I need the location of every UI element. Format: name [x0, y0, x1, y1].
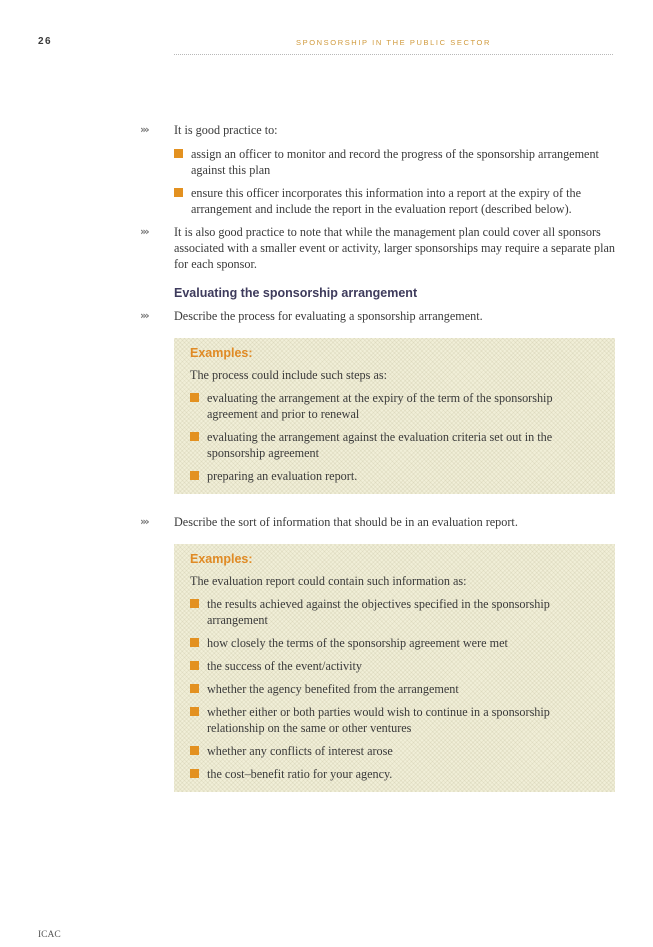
- square-bullet-icon: [190, 599, 199, 608]
- chevron-bullet-icon: ›››: [140, 309, 148, 322]
- examples-title: Examples:: [190, 552, 253, 566]
- list-item: the results achieved against the objectives specified in the sponsorship arrangement: [190, 596, 603, 628]
- evaluation-process-paragraph: ››› Describe the process for evaluating a sponsorship arrangement.: [140, 309, 483, 323]
- square-bullet-icon: [190, 471, 199, 480]
- examples-box-report: [174, 544, 615, 792]
- square-bullet-icon: [190, 769, 199, 778]
- management-plan-paragraph: ››› It is also good practice to note that while the management plan could cover all sponsors associated with a smaller event or activity, larger sponsorships may require a separate plan for each sponsor.: [140, 225, 615, 271]
- evaluation-report-paragraph: ››› Describe the sort of information that should be in an evaluation report.: [140, 515, 518, 529]
- section-heading: Evaluating the sponsorship arrangement: [174, 286, 418, 300]
- page-number: 26: [38, 36, 53, 47]
- square-bullet-icon: [190, 638, 199, 647]
- list-item: how closely the terms of the sponsorship agreement were met: [190, 635, 603, 651]
- square-bullet-icon: [190, 661, 199, 670]
- page-content: [140, 122, 615, 812]
- list-item: preparing an evaluation report.: [190, 468, 603, 484]
- list-item: the cost–benefit ratio for your agency.: [190, 766, 603, 782]
- examples-box-process: [174, 338, 615, 494]
- examples-intro: The process could include such steps as:: [190, 368, 387, 382]
- examples-title: Examples:: [190, 346, 253, 360]
- examples-intro: The evaluation report could contain such information as:: [190, 574, 467, 588]
- list-item: the success of the event/activity: [190, 658, 603, 674]
- intro-list: [174, 146, 615, 217]
- running-head: SPONSORSHIP IN THE PUBLIC SECTOR: [296, 38, 491, 47]
- list-item: evaluating the arrangement against the evaluation criteria set out in the sponsorship agreement: [190, 429, 603, 461]
- list-item: evaluating the arrangement at the expiry of the term of the sponsorship agreement and prior to renewal: [190, 390, 603, 422]
- chevron-bullet-icon: ›››: [140, 515, 148, 528]
- square-bullet-icon: [190, 432, 199, 441]
- list-item: whether the agency benefited from the arrangement: [190, 681, 603, 697]
- chevron-bullet-icon: ›››: [140, 123, 148, 136]
- header-rule: [174, 54, 613, 55]
- intro-lead: It is good practice to:: [174, 123, 278, 137]
- list-item: ensure this officer incorporates this information into a report at the expiry of the arrangement and include the report in the evaluation report (described below).: [174, 185, 615, 217]
- square-bullet-icon: [174, 188, 183, 197]
- square-bullet-icon: [190, 393, 199, 402]
- footer-publisher: ICAC: [38, 930, 61, 940]
- intro-paragraph: [140, 122, 615, 138]
- square-bullet-icon: [190, 746, 199, 755]
- list-item: whether any conflicts of interest arose: [190, 743, 603, 759]
- square-bullet-icon: [190, 707, 199, 716]
- square-bullet-icon: [190, 684, 199, 693]
- list-item: assign an officer to monitor and record the progress of the sponsorship arrangement against this plan: [174, 146, 615, 178]
- square-bullet-icon: [174, 149, 183, 158]
- list-item: whether either or both parties would wish to continue in a sponsorship relationship on the same or other ventures: [190, 704, 603, 736]
- chevron-bullet-icon: ›››: [140, 225, 148, 238]
